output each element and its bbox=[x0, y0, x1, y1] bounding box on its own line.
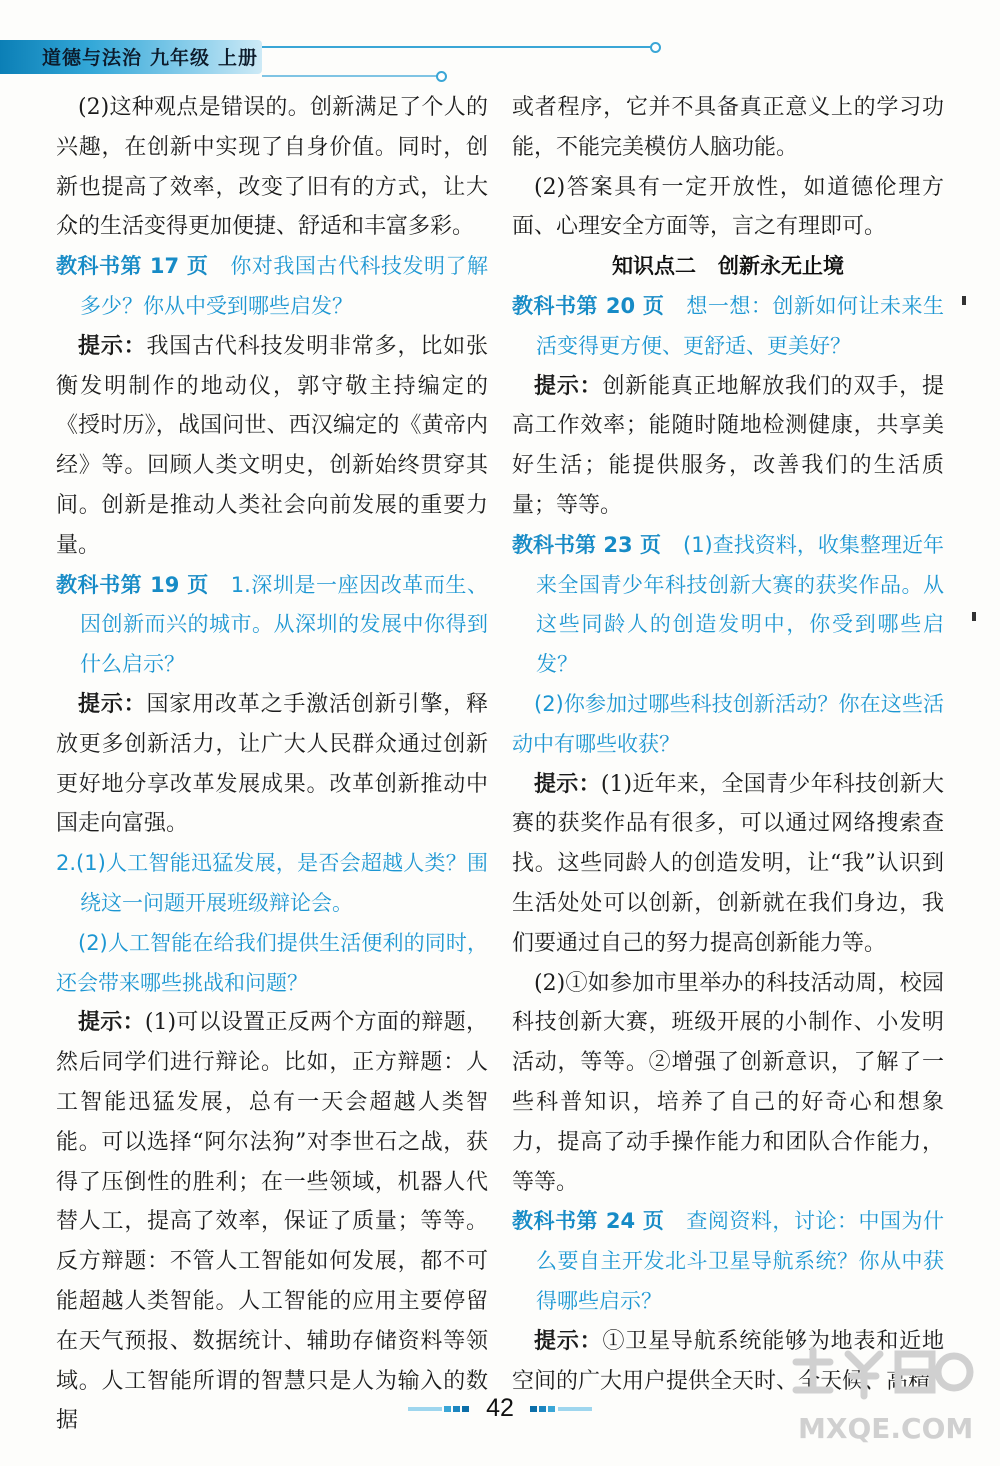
hint-text: (1)近年来，全国青少年科技创新大赛的获奖作品有很多，可以通过网络搜索查找。这些同龄人的创造发明，让“我”认识到生活处处可以创新，创新就在我们身边，我们要通过自己的努力提高创新能力等。 bbox=[512, 771, 944, 956]
hint-label: 提示： bbox=[534, 1328, 603, 1354]
section-title bbox=[512, 247, 944, 287]
header-volume: 上册 bbox=[218, 47, 259, 69]
question-text: 1.深圳是一座因改革而生、因创新而兴的城市。从深圳的发展中你得到什么启示？ bbox=[80, 572, 488, 677]
hint-text: 我国古代科技发明非常多，比如张衡发明制作的地动仪，郭守敬主持编定的《授时历》，战国问世、西汉编定的《黄帝内经》等。回顾人类文明史，创新始终贯穿其间。创新是推动人类社会向前发展的重要力量。 bbox=[56, 333, 488, 558]
header-subject: 道德与法治 bbox=[42, 47, 143, 69]
header-dot-icon bbox=[436, 71, 447, 82]
question-block bbox=[56, 566, 488, 685]
question-block bbox=[56, 924, 488, 1004]
question-text: (1)查找资料，收集整理近年来全国青少年科技创新大赛的获奖作品。从这些同龄人的创造发明中，你受到哪些启发？ bbox=[536, 532, 944, 677]
question-block bbox=[56, 844, 488, 924]
page-deco-left-icon bbox=[408, 1405, 470, 1413]
question-text: 你对我国古代科技发明了解多少？你从中受到哪些启发？ bbox=[80, 254, 488, 318]
textbook-page-ref: 教科书第 17 页 bbox=[56, 254, 209, 279]
hint-label: 提示： bbox=[78, 691, 147, 717]
hint-text: (1)可以设置正反两个方面的辩题，然后同学们进行辩论。比如，正方辩题：人工智能迅猛发展，总有一天会超越人类智能。可以选择“阿尔法狗”对李世石之战，获得了压倒性的胜利；在一些领域，机器人代替人工，提高了效率，保证了质量；等等。反方辩题：不管人工智能如何发展，都不可能超越人类智能。人工智能的应用主要停留在天气预报、数据统计、辅助存储资料等领域。人工智能所谓的智慧只是人为输入的数据 bbox=[56, 1010, 488, 1434]
textbook-page-ref: 教科书第 19 页 bbox=[56, 572, 209, 597]
question-text: 2.(1)人工智能迅猛发展，是否会超越人类？围绕这一问题开展班级辩论会。 bbox=[56, 851, 488, 915]
question-text: 想一想：创新如何让未来生活变得更方便、更舒适、更美好？ bbox=[536, 293, 944, 358]
answer-paragraph: (2)①如参加市里举办的科技活动周，校园科技创新大赛，班级开展的小制作、小发明活动，等等。②增强了创新意识，了解了一些科普知识，培养了自己的好奇心和想象力，提高了动手操作能力和团队合作能力，等等。 bbox=[512, 970, 944, 1195]
header-grade: 九年级 bbox=[150, 47, 211, 69]
section-number: 知识点二 bbox=[612, 254, 696, 279]
margin-mark bbox=[972, 612, 976, 621]
question-text: (2)人工智能在给我们提供生活便利的同时，还会带来哪些挑战和问题？ bbox=[56, 930, 488, 995]
answer-paragraph: (2)这种观点是错误的。创新满足了个人的兴趣，在创新中实现了自身价值。同时，创新也提高了效率，改变了旧有的方式，让大众的生活变得更加便捷、舒适和丰富多彩。 bbox=[56, 95, 488, 240]
question-block bbox=[56, 247, 488, 327]
hint-label: 提示： bbox=[534, 373, 603, 399]
question-block bbox=[512, 685, 944, 765]
textbook-page-ref: 教科书第 24 页 bbox=[512, 1209, 665, 1234]
textbook-page-ref: 教科书第 23 页 bbox=[512, 532, 661, 557]
hint-label: 提示： bbox=[78, 333, 147, 359]
hint-label: 提示： bbox=[534, 771, 601, 797]
margin-mark bbox=[962, 296, 966, 305]
question-text: (2)你参加过哪些科技创新活动？你在这些活动中有哪些收获？ bbox=[512, 691, 944, 756]
question-block bbox=[512, 1202, 944, 1321]
header-title bbox=[42, 44, 266, 72]
page-number: 42 bbox=[486, 1394, 514, 1422]
header-rule bbox=[262, 46, 654, 48]
question-block bbox=[512, 526, 944, 685]
question-text: 查阅资料，讨论：中国为什么要自主开发北斗卫星导航系统？你从中获得哪些启示？ bbox=[536, 1209, 944, 1313]
left-column bbox=[56, 88, 488, 1441]
hint-paragraph bbox=[56, 1003, 488, 1441]
hint-text: ①卫星导航系统能够为地表和近地空间的广大用户提供全天时、全天候、高精 bbox=[512, 1328, 944, 1394]
hint-paragraph bbox=[56, 327, 488, 566]
textbook-page-ref: 教科书第 20 页 bbox=[512, 293, 665, 318]
question-block bbox=[512, 287, 944, 367]
svg-text:MXQE.COM: MXQE.COM bbox=[798, 1412, 974, 1445]
answer-paragraph: 或者程序，它并不具备真正意义上的学习功能，不能完美模仿人脑功能。 bbox=[512, 95, 944, 160]
hint-paragraph bbox=[56, 685, 488, 844]
hint-text: 国家用改革之手激活创新引擎，释放更多创新活力，让广大人民群众通过创新更好地分享改革发展成果。改革创新推动中国走向富强。 bbox=[56, 691, 488, 837]
hint-text: 创新能真正地解放我们的双手，提高工作效率；能随时随地检测健康，共享美好生活；能提供服务，改善我们的生活质量；等等。 bbox=[512, 373, 944, 518]
hint-label: 提示： bbox=[78, 1010, 145, 1036]
watermark-logo-icon bbox=[786, 1340, 976, 1448]
hint-paragraph bbox=[512, 367, 944, 526]
page-deco-right-icon bbox=[530, 1405, 592, 1413]
header-dot-icon bbox=[650, 42, 661, 53]
hint-paragraph bbox=[512, 765, 944, 964]
answer-paragraph: (2)答案具有一定开放性，如道德伦理方面、心理安全方面等，言之有理即可。 bbox=[512, 174, 944, 240]
right-column bbox=[512, 88, 944, 1401]
header-rule-short bbox=[262, 75, 440, 77]
section-name: 创新永无止境 bbox=[718, 254, 844, 279]
